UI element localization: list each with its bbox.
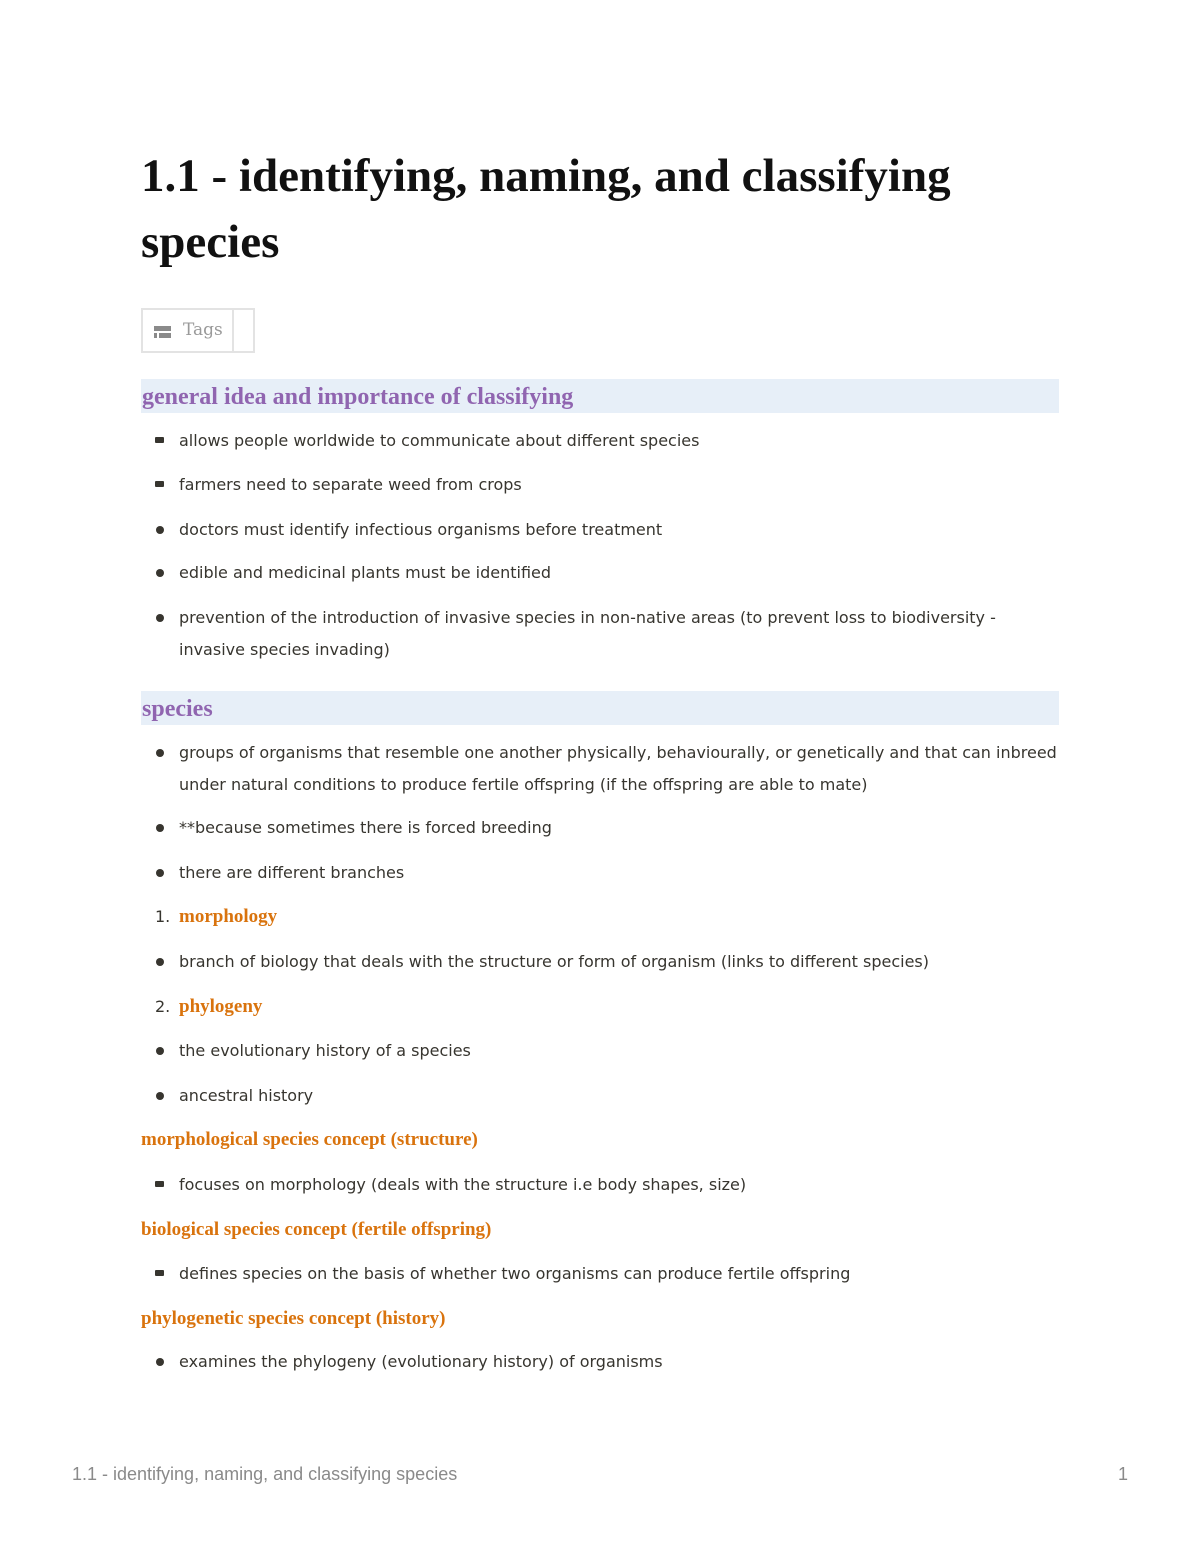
- dot-bullet-icon: [156, 526, 164, 534]
- footer-title: 1.1 - identifying, naming, and classifying species: [72, 1464, 458, 1484]
- tags-property[interactable]: [141, 308, 255, 353]
- concept-heading-biological: biological species concept (fertile offspring): [141, 1219, 492, 1240]
- dot-bullet-icon: [156, 958, 164, 966]
- concept-heading-phylogenetic: phylogenetic species concept (history): [141, 1308, 446, 1329]
- list-item: examines the phylogeny (evolutionary history) of organisms: [141, 1346, 1059, 1378]
- square-bullet-icon: [155, 1270, 164, 1276]
- list-item: doctors must identify infectious organisms before treatment: [141, 514, 1059, 546]
- page-title: 1.1 - identifying, naming, and classifying species: [141, 150, 951, 268]
- list-item: groups of organisms that resemble one another physically, behaviourally, or genetically and that can inbreed under natural conditions to produce fertile offspring (if the offspring are able to mate): [141, 737, 1059, 801]
- square-bullet-icon: [155, 437, 164, 443]
- dot-bullet-icon: [156, 614, 164, 622]
- numbered-item-phylogeny: 2. phylogeny: [155, 996, 263, 1017]
- dot-bullet-icon: [156, 869, 164, 877]
- list-icon: [154, 326, 171, 338]
- list-item: defines species on the basis of whether two organisms can produce fertile offspring: [141, 1258, 1059, 1290]
- footer-page-number: 1: [1117, 1464, 1128, 1484]
- tags-label: Tags: [183, 320, 223, 340]
- dot-bullet-icon: [156, 749, 164, 757]
- list-item: edible and medicinal plants must be identified: [141, 557, 1059, 589]
- square-bullet-icon: [155, 481, 164, 487]
- list-item: branch of biology that deals with the structure or form of organism (links to different species): [141, 946, 1059, 978]
- numbered-item-morphology: 1. morphology: [155, 906, 278, 927]
- dot-bullet-icon: [156, 1358, 164, 1366]
- list-item: ancestral history: [141, 1080, 1059, 1112]
- list-item: the evolutionary history of a species: [141, 1035, 1059, 1067]
- list-item: there are different branches: [141, 857, 1059, 889]
- square-bullet-icon: [155, 1181, 164, 1187]
- list-item: **because sometimes there is forced breeding: [141, 812, 1059, 844]
- dot-bullet-icon: [156, 1047, 164, 1055]
- list-item: farmers need to separate weed from crops: [141, 469, 1059, 501]
- dot-bullet-icon: [156, 569, 164, 577]
- dot-bullet-icon: [156, 1092, 164, 1100]
- list-item: focuses on morphology (deals with the structure i.e body shapes, size): [141, 1169, 1059, 1201]
- list-item: allows people worldwide to communicate about different species: [141, 425, 1059, 457]
- concept-heading-morphological: morphological species concept (structure): [141, 1129, 478, 1150]
- tags-divider: [232, 310, 234, 351]
- dot-bullet-icon: [156, 824, 164, 832]
- list-item: prevention of the introduction of invasive species in non-native areas (to prevent loss to biodiversity - invasive species invading): [141, 602, 1059, 666]
- section-heading-species: species: [141, 691, 1059, 725]
- section-heading-general: general idea and importance of classifying: [141, 379, 1059, 413]
